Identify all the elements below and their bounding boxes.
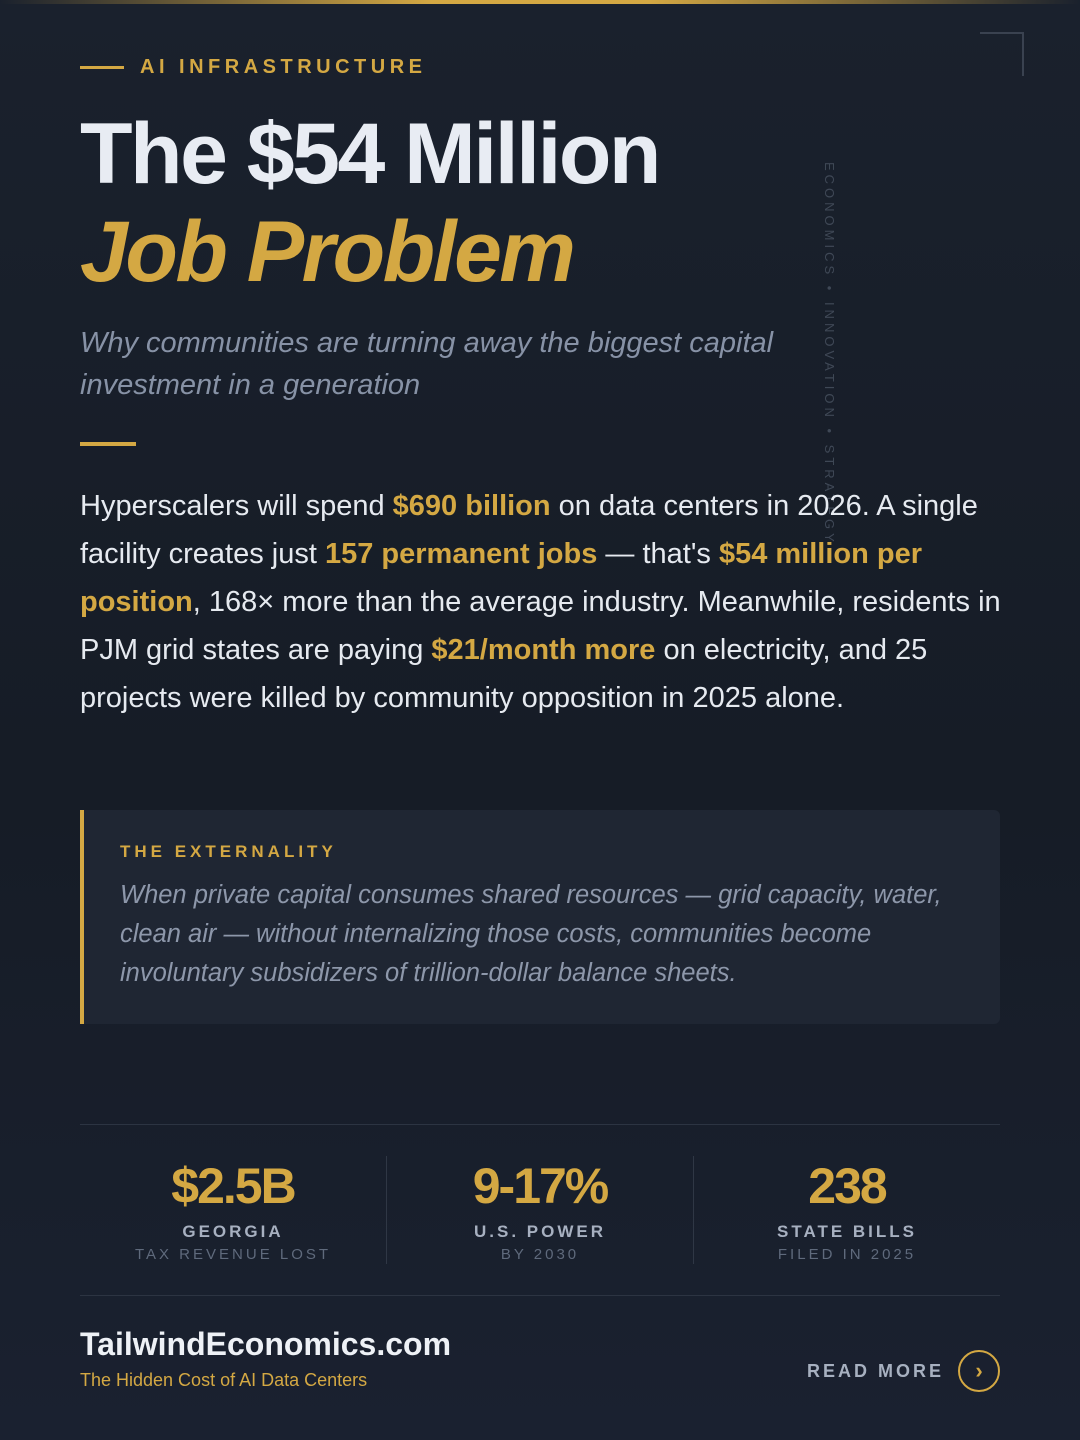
stats-row	[80, 1156, 1000, 1264]
eyebrow	[80, 56, 427, 79]
externality-callout	[80, 810, 1000, 1024]
callout-label: THE EXTERNALITY	[120, 842, 337, 861]
stat-sublabel: FILED IN 2025	[777, 1246, 917, 1263]
eyebrow-text: AI INFRASTRUCTURE	[140, 56, 427, 78]
top-accent-line	[0, 0, 1080, 4]
stats-top-divider	[80, 1124, 1000, 1125]
subtitle: Why communities are turning away the biggest capital investment in a generation	[80, 327, 774, 401]
stat-georgia	[80, 1156, 387, 1264]
highlight-monthly-cost: $21/month more	[431, 634, 656, 666]
footer-tagline: The Hidden Cost of AI Data Centers	[80, 1370, 368, 1390]
stat-us-power	[387, 1156, 694, 1264]
read-more-label: READ MORE	[806, 1360, 944, 1381]
body-paragraph	[80, 482, 1010, 722]
stat-value: 238	[808, 1158, 886, 1214]
headline-line-1: The $54 Million	[80, 106, 659, 202]
highlight-spend: $690 billion	[392, 490, 551, 522]
footer-divider	[80, 1295, 1000, 1296]
stat-sublabel: BY 2030	[500, 1246, 580, 1263]
stat-sublabel: TAX REVENUE LOST	[134, 1246, 332, 1263]
highlight-jobs: 157 permanent jobs	[324, 538, 598, 570]
stat-label: GEORGIA	[182, 1222, 284, 1241]
body-text-segment: — that's	[597, 538, 719, 570]
corner-bracket-decoration	[980, 32, 1024, 76]
stat-value: $2.5B	[171, 1158, 295, 1214]
eyebrow-line	[80, 66, 124, 69]
headline-line-2: Job Problem	[80, 204, 574, 300]
section-divider	[80, 442, 136, 446]
stat-label: STATE BILLS	[776, 1222, 918, 1241]
read-more-button[interactable]	[807, 1350, 1000, 1392]
side-vertical-label: ECONOMICS • INNOVATION • STRATEGY	[822, 162, 837, 546]
body-text-segment: Hyperscalers will spend	[80, 490, 393, 522]
stat-state-bills	[694, 1156, 1000, 1264]
brand-link[interactable]: TailwindEconomics.com	[80, 1326, 452, 1362]
chevron-right-icon[interactable]: ›	[958, 1350, 1000, 1392]
highlight-per-position: $54 million per position	[80, 538, 923, 618]
stat-value: 9-17%	[472, 1158, 608, 1214]
callout-quote: When private capital consumes shared resources — grid capacity, water, clean air — without internalizing those costs, communities become involuntary subsidizers of trillion-dollar balance sheets.	[120, 881, 942, 987]
body-text-segment: on data centers in 2026. A single facility creates just	[80, 490, 978, 570]
body-text-segment: on electricity, and 25 projects were killed by community opposition in 2025 alone.	[80, 634, 928, 714]
body-text-segment: , 168× more than the average industry. Meanwhile, residents in PJM grid states are paying	[80, 586, 1001, 666]
stat-label: U.S. POWER	[473, 1222, 606, 1241]
